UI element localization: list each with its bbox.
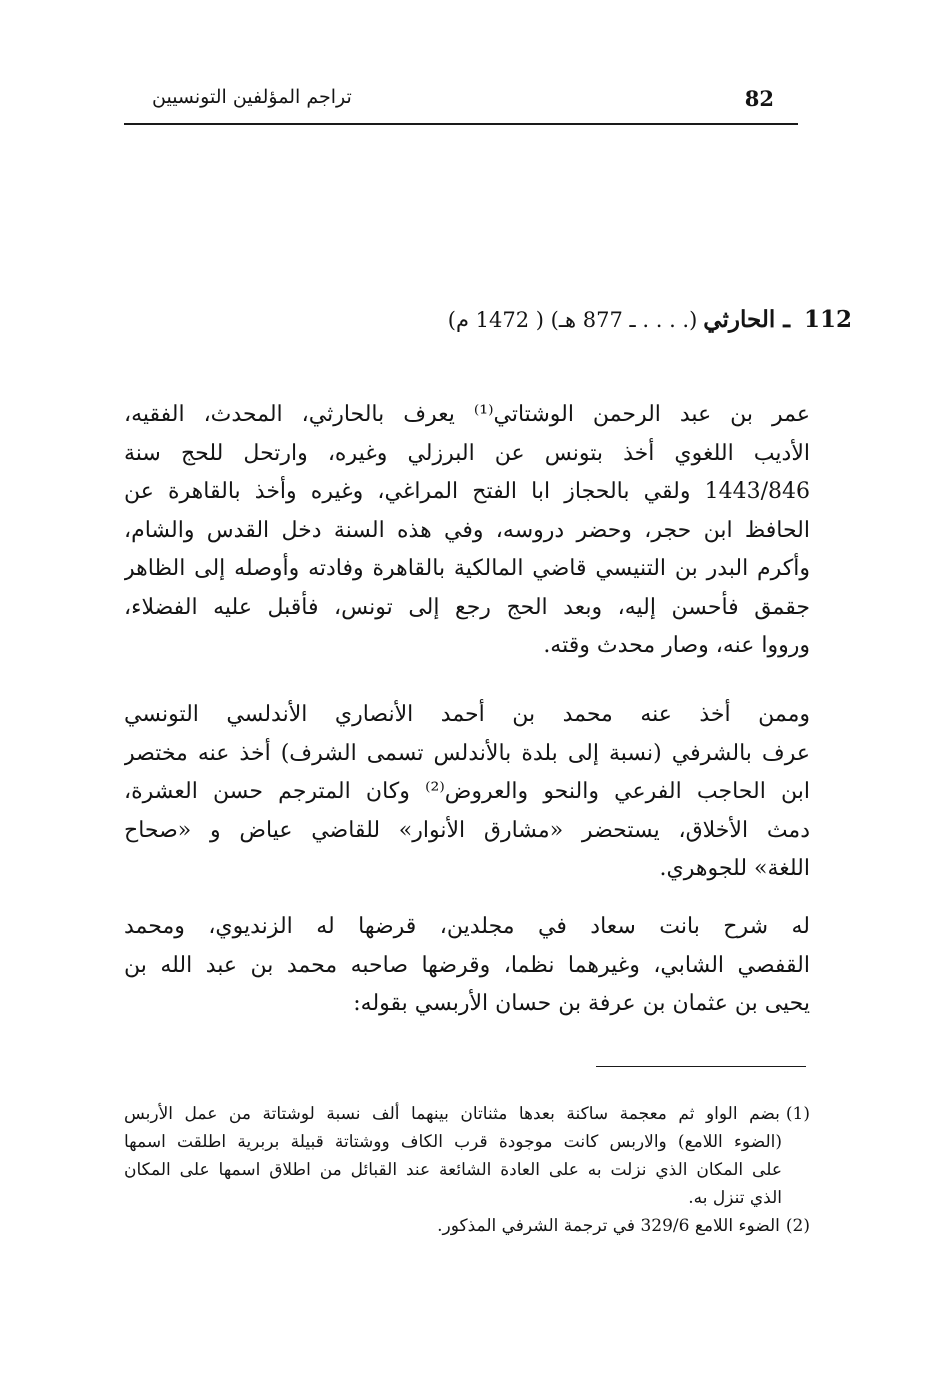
paragraph-line: 1443/846 ولقي بالحجاز ابا الفتح المراغي، وغيره وأخذ بالقاهرة عن (124, 479, 810, 504)
footnote-2 (124, 1212, 810, 1240)
entry-name: ـ الحارثي (703, 306, 790, 333)
footnote-line: (الضوء اللامع) والاربس كانت موجودة قرب الكاف ووشتاتة قبيلة بربرية اطلقت اسمها (124, 1132, 782, 1152)
paragraph-works (124, 908, 810, 1024)
footnote-1 (124, 1100, 810, 1212)
entry-dates: (. . . . ـ 877 هـ) ( 1472 م) (447, 308, 698, 332)
footnote-separator (596, 1066, 806, 1067)
running-title: تراجم المؤلفين التونسيين (152, 86, 352, 108)
entry-number: 112 (803, 306, 852, 333)
paragraph-line: عرف بالشرفي (نسبة إلى بلدة بالأندلس تسمى الشرف) أخذ عنه مختصر (124, 740, 810, 766)
paragraph-students (124, 696, 810, 889)
footnote-number: (2) (785, 1216, 810, 1236)
paragraph-line: ابن الحاجب الفرعي والنحو والعروض⁽²⁾ وكان المترجم حسن العشرة، (124, 779, 810, 804)
footnote-number: (1) (785, 1104, 810, 1124)
page-number: 82 (744, 86, 774, 111)
footnote-text: بضم الواو ثم معجمة ساكنة بعدها مثناتان بينهما ألف نسبة لوشتاتة من عمل الأربس (124, 1104, 780, 1124)
paragraph-line: الأديب اللغوي أخذ بتونس عن البرزلي وغيره، وارتحل للحج سنة (124, 440, 810, 466)
paragraph-line: ورووا عنه، وصار محدث وقته. (543, 633, 810, 658)
paragraph-line: عمر بن عبد الرحمن الوشتاتي⁽¹⁾ يعرف بالحارثي، المحدث، الفقيه، (124, 402, 810, 427)
footnote-text: الضوء اللامع 329/6 في ترجمة الشرفي المذكور. (437, 1216, 780, 1236)
paragraph-line: اللغة» للجوهري. (659, 856, 810, 881)
paragraph-line: الحافظ ابن حجر، وحضر دروسه، وفي هذه السنة دخل القدس والشام، (124, 517, 810, 543)
paragraph-line: يحيى بن عثمان بن عرفة بن حسان الأربسي بقوله: (353, 991, 810, 1016)
entry-heading (352, 306, 852, 346)
paragraph-line: جقمق فأحسن إليه، وبعد الحج رجع إلى تونس، فأقبل عليه الفضلاء، (124, 594, 810, 620)
paragraph-line: دمث الأخلاق، يستحضر «مشارق الأنوار» للقاضي عياض و «صحاح (124, 817, 810, 843)
running-header (124, 84, 798, 120)
paragraph-line: وممن أخذ عنه محمد بن أحمد الأنصاري الأندلسي التونسي (124, 702, 810, 727)
paragraph-line: وأكرم البدر بن التنيسي قاضي المالكية بالقاهرة وفادته وأوصله إلى الظاهر (124, 556, 810, 581)
footnotes (124, 1100, 810, 1240)
footnote-line: على المكان الذي نزلت به على العادة الشائعة عند القبائل من اطلاق اسمها على المكان (124, 1160, 782, 1180)
paragraph-line: له شرح بانت سعاد في مجلدين، قرضها له الزنديوي، ومحمد (124, 914, 810, 939)
footnote-line (124, 1100, 810, 1128)
header-rule (124, 123, 798, 125)
footnote-line: الذي تنزل به. (688, 1188, 782, 1208)
paragraph-line: القفصي الشابي، وغيرهما نظما، وقرضها صاحبه محمد بن عبد الله بن (124, 952, 810, 978)
paragraph-biography (124, 396, 810, 666)
footnote-line (124, 1212, 810, 1240)
